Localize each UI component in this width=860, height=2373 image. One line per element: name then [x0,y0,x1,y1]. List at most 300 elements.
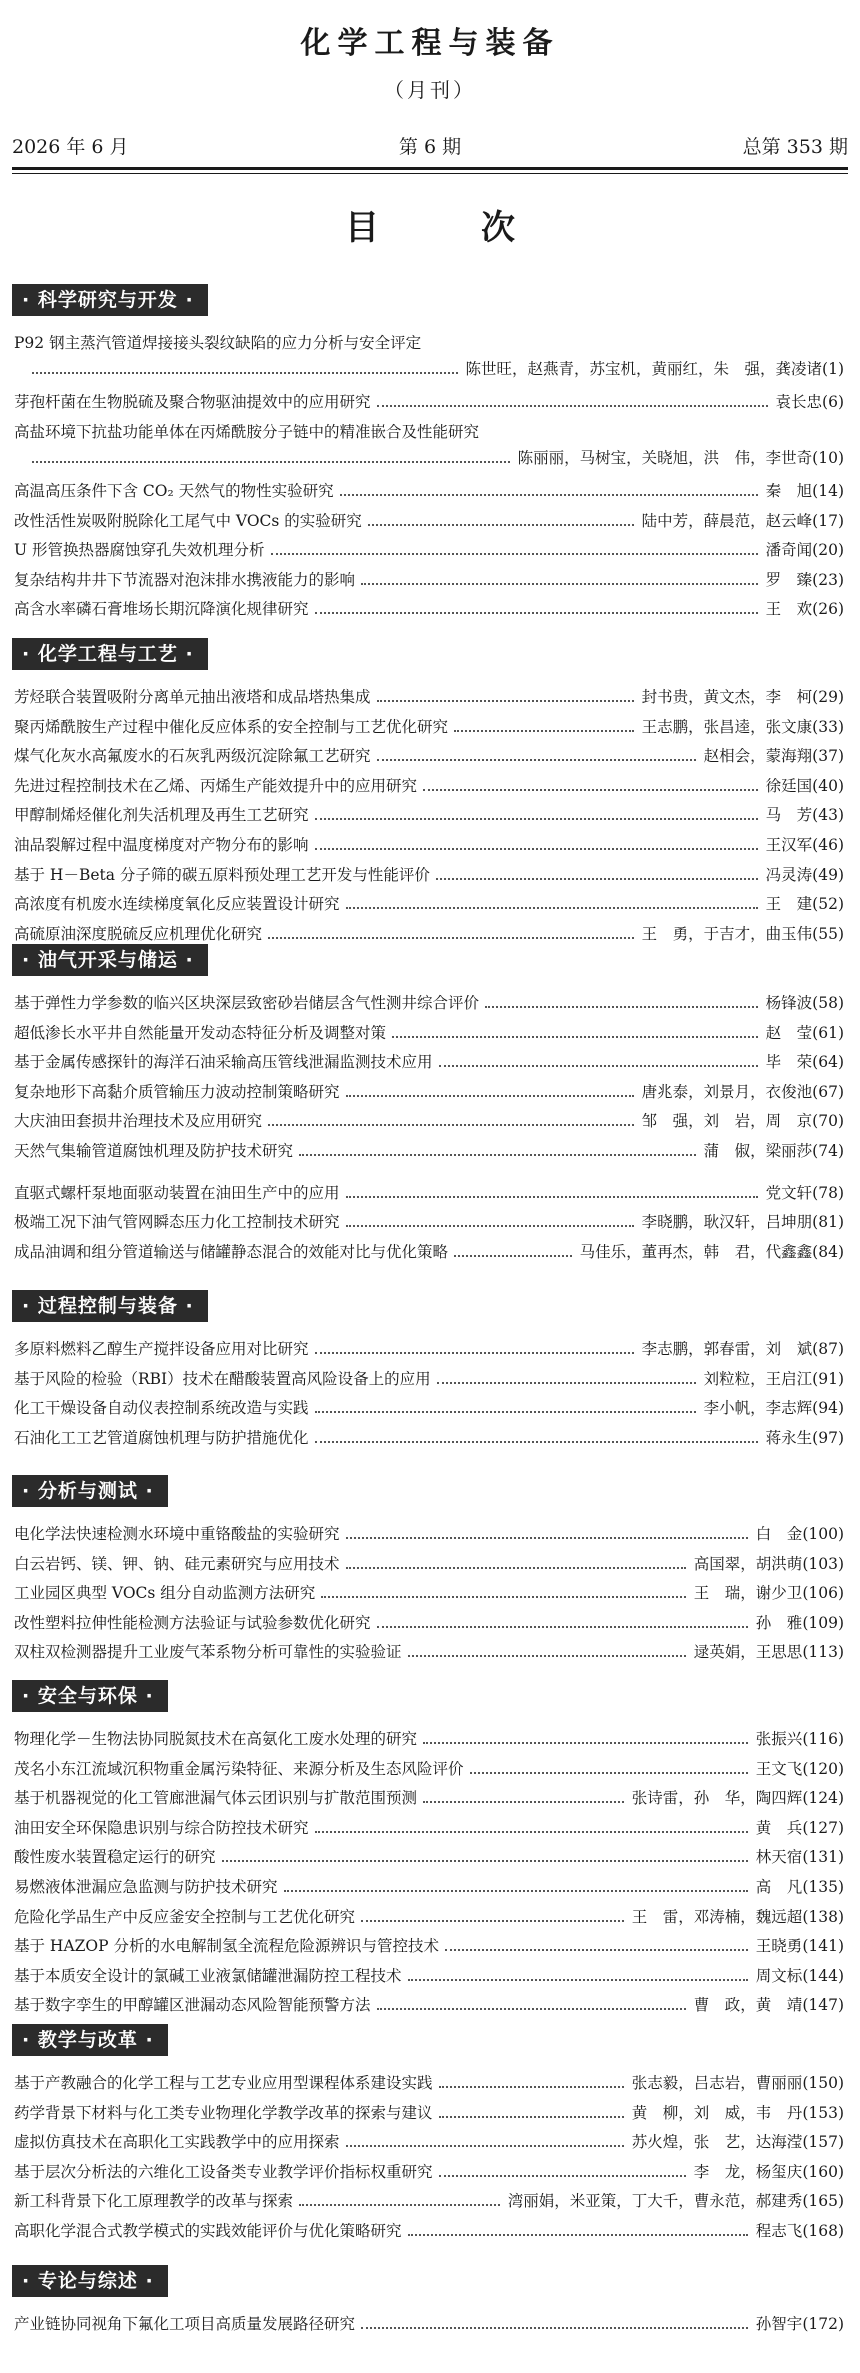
article-title: 基于层次分析法的六维化工设备类专业教学评价指标权重研究 [14,2162,433,2181]
leader-dots [470,1772,748,1774]
toc-entry[interactable] [14,1020,844,1046]
leader-dots [271,553,758,555]
leader-dots [315,1441,758,1443]
article-title: 改性塑料拉伸性能检测方法验证与试验参数优化研究 [14,1613,371,1632]
author-page [690,1580,844,1606]
article-title: 电化学法快速检测水环境中重铬酸盐的实验研究 [14,1525,340,1543]
toc-entry[interactable] [14,1933,844,1959]
author-page [752,1815,844,1841]
article-title: 复杂结构井井下节流器对泡沫排水携液能力的影响 [14,570,356,589]
author-page [638,1336,844,1362]
page-number: (135) [802,1878,844,1896]
page-number: (147) [802,1996,844,2015]
article-authors: 王 勇，于吉才，曲玉伟 [641,924,813,943]
toc-entry[interactable] [14,862,844,888]
author-page [762,802,844,828]
article-authors: 王晓勇 [755,1937,803,1956]
section-header: · 油气开采与储运 · [12,944,208,976]
page-number: (43) [812,806,844,825]
article-authors: 李志鹏，郭春雷，刘 斌 [641,1340,813,1358]
toc-entry[interactable] [14,1138,844,1164]
page-number: (97) [812,1428,844,1447]
author-page [690,1639,844,1665]
toc-entry[interactable] [14,1610,844,1636]
toc-entry[interactable] [14,1815,844,1841]
leader-dots [315,1411,696,1413]
leader-dots [32,461,510,463]
author-page [638,921,844,947]
author-page [752,1521,844,1547]
author-page [576,1239,844,1265]
toc-entry[interactable] [14,1551,844,1577]
page-number: (78) [812,1183,844,1202]
article-title: 高职化学混合式教学模式的实践效能评价与优化策略研究 [14,2222,402,2240]
page-number: (74) [812,1142,844,1160]
article-title: 双柱双检测器提升工业废气苯系物分析可靠性的实验验证 [14,1643,402,1662]
author-page [762,862,844,888]
author-page [752,1756,844,1782]
leader-dots [268,1124,634,1126]
header-rule-thick [12,167,848,170]
toc-entry[interactable] [14,537,844,563]
toc-entry[interactable] [14,1395,844,1421]
leader-dots [436,878,758,880]
leader-dots [377,1626,748,1628]
page-number: (172) [802,2315,844,2333]
article-title: 成品油调和组分管道输送与储罐静态混合的效能对比与优化策略 [14,1242,449,1261]
toc-entry[interactable] [14,1336,844,1362]
author-page [752,1726,844,1752]
article-title: 茂名小东江流域沉积物重金属污染特征、来源分析及生态风险评价 [14,1759,464,1778]
author-page [752,2218,844,2244]
toc-entry[interactable] [14,1366,844,1392]
author-page [628,2129,844,2155]
page-number: (52) [812,895,844,914]
article-authors: 王文飞 [755,1759,803,1778]
leader-dots [368,524,634,526]
article-authors: 王汉军 [765,836,813,854]
article-authors: 陆中芳，薛晨范，赵云峰 [641,511,813,530]
article-title: 极端工况下油气管网瞬态压力化工控制技术研究 [14,1213,340,1232]
author-page [700,1366,844,1392]
page-number: (165) [802,2192,844,2211]
toc-entry[interactable] [14,802,844,828]
author-page [514,445,844,471]
page-number: (81) [812,1213,844,1232]
article-title: 石油化工工艺管道腐蚀机理与防护措施优化 [14,1428,309,1447]
total-issue-number: 总第 353 期 [742,136,848,158]
article-authors: 罗 臻 [765,570,813,589]
page-number: (100) [802,1525,844,1543]
article-title: 多原料燃料乙醇生产搅拌设备应用对比研究 [14,1340,309,1358]
article-title: 物理化学－生物法协同脱氮技术在高氨化工废水处理的研究 [14,1730,418,1748]
article-title: 虚拟仿真技术在高职化工实践教学中的应用探索 [14,2133,340,2152]
article-authors: 徐廷国 [765,776,813,795]
leader-dots [439,2116,624,2118]
article-authors: 冯灵涛 [765,865,813,884]
author-page [762,1020,844,1046]
article-title: 芽孢杆菌在生物脱硫及聚合物驱油提效中的应用研究 [14,393,371,412]
leader-dots [346,1537,748,1539]
article-title: 改性活性炭吸附脱除化工尾气中 VOCs 的实验研究 [14,511,362,530]
leader-dots [439,2175,686,2177]
leader-dots [485,1006,758,1008]
toc-entry[interactable] [14,684,844,710]
article-title: 先进过程控制技术在乙烯、丙烯生产能效提升中的应用研究 [14,776,418,795]
page-number: (124) [802,1789,844,1808]
toc-heading: 目 次 [345,208,549,248]
article-authors: 李晓鹏，耿汉轩，吕坤朋 [641,1213,813,1232]
page-number: (160) [802,2162,844,2181]
author-page [690,1992,844,2018]
article-title: 甲醇制烯烃催化剂失活机理及再生工艺研究 [14,806,309,825]
author-page [504,2188,844,2214]
page-number: (127) [802,1818,844,1837]
article-authors: 封书贵，黄文杰，李 柯 [641,688,813,706]
leader-dots [377,759,696,761]
article-authors: 程志飞 [755,2222,803,2240]
toc-entry[interactable] [14,832,844,858]
author-page [638,1108,844,1134]
article-title: 酸性废水装置稳定运行的研究 [14,1848,216,1867]
article-title: P92 钢主蒸汽管道焊接接头裂纹缺陷的应力分析与安全评定 [14,334,422,352]
author-page [762,1049,844,1075]
leader-dots [361,583,758,585]
leader-dots [377,700,634,702]
article-authors: 王志鹏，张昌逵，张文康 [641,717,813,736]
toc-entry[interactable] [14,2188,844,2214]
article-authors: 高 凡 [755,1878,803,1896]
author-page [762,567,844,593]
toc-entry[interactable] [14,1904,844,1930]
article-authors: 袁长忠 [775,393,823,412]
author-page [752,1874,844,1900]
page-number: (37) [812,747,844,766]
page-number: (67) [812,1082,844,1101]
article-title: 基于数字孪生的甲醇罐区泄漏动态风险智能预警方法 [14,1996,371,2015]
article-title: 煤气化灰水高氟废水的石灰乳两级沉淀除氟工艺研究 [14,747,371,766]
article-authors: 高国翠，胡洪萌 [693,1554,803,1573]
author-page [772,389,844,415]
page-number: (58) [812,994,844,1012]
toc-entry[interactable] [14,1963,844,1989]
toc-entry[interactable] [14,990,844,1016]
toc-entry[interactable] [14,1079,844,1105]
article-authors: 陈丽丽，马树宝，关晓旭，洪 伟，李世奇 [517,448,813,467]
article-authors: 张志毅，吕志岩，曹丽丽 [631,2074,803,2092]
leader-dots [32,372,458,374]
page-number: (49) [812,865,844,884]
article-authors: 张振兴 [755,1730,803,1748]
article-title: 基于 HAZOP 分析的水电解制氢全流程危险源辨识与管控技术 [14,1937,439,1956]
article-title: 易燃液体泄漏应急监测与防护技术研究 [14,1878,278,1896]
page-number: (20) [812,541,844,560]
section-header: · 科学研究与开发 · [12,284,208,316]
page-number: (113) [802,1643,844,1662]
article-authors: 孙智宇 [755,2315,803,2333]
author-page [752,2311,844,2337]
page-number: (106) [802,1584,844,1603]
leader-dots [315,848,758,850]
leader-dots [315,612,758,614]
page-number: (141) [802,1937,844,1956]
article-authors: 孙 雅 [755,1613,803,1632]
article-authors: 唐兆泰，刘景月，衣俊池 [641,1082,813,1101]
page-number: (70) [812,1112,844,1131]
article-authors: 曹 政，黄 靖 [693,1996,803,2015]
leader-dots [445,1949,748,1951]
toc-entry[interactable] [14,1580,844,1606]
article-title: 基于 H－Beta 分子筛的碳五原料预处理工艺开发与性能评价 [14,865,430,884]
leader-dots [423,1742,748,1744]
author-page [752,1933,844,1959]
article-authors: 潘奇闻 [765,541,813,560]
article-title: 白云岩钙、镁、钾、钠、硅元素研究与应用技术 [14,1554,340,1573]
toc-entry[interactable] [14,1049,844,1075]
page-number: (91) [812,1369,844,1388]
toc-entry[interactable] [14,1992,844,2018]
toc-entry[interactable] [14,389,844,415]
author-page [690,1551,844,1577]
toc-entry[interactable] [14,508,844,534]
author-page [762,1180,844,1206]
toc-entry[interactable] [14,891,844,917]
author-page [628,1785,844,1811]
article-title: 高盐环境下抗盐功能单体在丙烯酰胺分子链中的精准嵌合及性能研究 [14,422,480,441]
author-page [628,1904,844,1930]
article-title: 工业园区典型 VOCs 组分自动监测方法研究 [14,1584,316,1603]
article-authors: 苏火煌，张 艺，达海滢 [631,2133,803,2152]
article-authors: 刘粒粒，王启江 [703,1369,813,1388]
page-number: (23) [812,570,844,589]
article-authors: 陈世旺，赵燕青，苏宝机，黄丽红，朱 强，龚凌诸 [465,360,823,378]
leader-dots [346,1196,758,1198]
toc-entry[interactable] [14,419,844,471]
leader-dots [299,2204,500,2206]
leader-dots [315,1352,634,1354]
author-page [638,1079,844,1105]
article-authors: 周文标 [755,1966,803,1985]
article-authors: 白 金 [755,1525,803,1543]
page-number: (46) [812,836,844,854]
author-page [752,1844,844,1870]
article-title: 高硫原油深度脱硫反应机理优化研究 [14,924,263,943]
toc-entry[interactable] [14,1425,844,1451]
section-header: · 专论与综述 · [12,2265,168,2297]
leader-dots [346,1567,686,1569]
article-title: 超低渗长水平井自然能量开发动态特征分析及调整对策 [14,1023,387,1042]
author-page [628,2100,844,2126]
author-page [700,743,844,769]
toc-entry[interactable] [14,567,844,593]
leader-dots [408,1979,748,1981]
leader-dots [437,1382,696,1384]
article-authors: 林天宿 [755,1848,803,1867]
article-title: 化工干燥设备自动仪表控制系统改造与实践 [14,1399,309,1418]
article-title: 基于金属传感探针的海洋石油采输高压管线泄漏监测技术应用 [14,1053,433,1072]
page-number: (1) [822,360,844,378]
article-authors: 黄 柳，刘 威，韦 丹 [631,2103,803,2122]
page-number: (61) [812,1023,844,1042]
author-page [690,2159,844,2185]
toc-entry[interactable] [14,1108,844,1134]
leader-dots [439,2086,624,2088]
article-title: U 形管换热器腐蚀穿孔失效机理分析 [14,541,265,560]
page-number: (153) [802,2103,844,2122]
header-rule-thin [12,173,848,174]
article-authors: 赵 莹 [765,1023,813,1042]
article-title: 基于本质安全设计的氯碱工业液氯储罐泄漏防控工程技术 [14,1966,402,1985]
toc-entry[interactable] [14,1756,844,1782]
page-number: (55) [812,924,844,943]
section-header: · 安全与环保 · [12,1680,168,1712]
page-number: (157) [802,2133,844,2152]
article-authors: 赵相会，蒙海翔 [703,747,813,766]
leader-dots [361,1920,624,1922]
article-authors: 蒋永生 [765,1428,813,1447]
leader-dots [408,2234,748,2236]
article-title: 基于风险的检验（RBI）技术在醋酸装置高风险设备上的应用 [14,1369,431,1388]
toc-entry[interactable] [14,1209,844,1235]
author-page [762,1425,844,1451]
leader-dots [299,1154,696,1156]
toc-entry[interactable] [14,1180,844,1206]
article-title: 复杂地形下高黏介质管输压力波动控制策略研究 [14,1082,340,1101]
article-title: 高含水率磷石膏堆场长期沉降演化规律研究 [14,600,309,619]
leader-dots [361,2327,748,2329]
leader-dots [392,1036,758,1038]
article-authors: 杨锋波 [765,994,813,1012]
toc-entry[interactable] [14,2218,844,2244]
leader-dots [454,730,634,732]
page-number: (87) [812,1340,844,1358]
page-number: (144) [802,1966,844,1985]
toc-entry[interactable] [14,714,844,740]
article-authors: 湾丽娟，米亚策，丁大千，曹永范，郝建秀 [507,2192,803,2211]
author-page [762,990,844,1016]
leader-dots [346,2145,624,2147]
page-number: (120) [802,1759,844,1778]
article-authors: 逯英娟，王思思 [693,1643,803,1662]
article-authors: 党文轩 [765,1183,813,1202]
leader-dots [423,789,758,791]
author-page [762,478,844,504]
author-page [638,714,844,740]
toc-entry[interactable] [14,1639,844,1665]
article-authors: 邹 强，刘 岩，周 京 [641,1112,813,1131]
leader-dots [346,907,758,909]
toc-entry[interactable] [14,2100,844,2126]
toc-entry[interactable] [14,596,844,622]
toc-entry[interactable] [14,743,844,769]
article-title: 基于机器视觉的化工管廊泄漏气体云团识别与扩散范围预测 [14,1789,418,1808]
author-page [752,1963,844,1989]
leader-dots [340,494,758,496]
page-number: (6) [822,393,844,412]
toc-entry[interactable] [14,2311,844,2337]
leader-dots [284,1890,748,1892]
author-page [752,1610,844,1636]
section-header: · 教学与改革 · [12,2024,168,2056]
page-number: (94) [812,1399,844,1418]
page-number: (103) [802,1554,844,1573]
section-header: · 过程控制与装备 · [12,1290,208,1322]
toc-entry[interactable] [14,2070,844,2096]
toc-entry[interactable] [14,2129,844,2155]
article-title: 大庆油田套损井治理技术及应用研究 [14,1112,263,1131]
toc-entry[interactable] [14,330,844,382]
page-number: (29) [812,688,844,706]
toc-entry[interactable] [14,1785,844,1811]
page-number: (64) [812,1053,844,1072]
article-authors: 王 建 [765,895,813,914]
page-number: (84) [812,1242,844,1261]
article-title: 芳烃联合装置吸附分离单元抽出液塔和成品塔热集成 [14,688,371,706]
page-number: (26) [812,600,844,619]
leader-dots [321,1596,686,1598]
toc-entry[interactable] [14,1521,844,1547]
author-page [462,356,844,382]
leader-dots [315,1831,748,1833]
toc-entry[interactable] [14,773,844,799]
toc-entry[interactable] [14,2159,844,2185]
author-page [638,1209,844,1235]
article-title: 直驱式螺杆泵地面驱动装置在油田生产中的应用 [14,1183,340,1202]
article-authors: 秦 旭 [765,482,813,500]
journal-frequency: （月刊） [384,78,476,102]
leader-dots [439,1065,758,1067]
article-authors: 张诗雷，孙 华，陶四辉 [631,1789,803,1808]
toc-entry[interactable] [14,1844,844,1870]
article-authors: 马 芳 [765,806,813,825]
section-header: · 化学工程与工艺 · [12,638,208,670]
page-number: (116) [802,1730,844,1748]
article-title: 天然气集输管道腐蚀机理及防护技术研究 [14,1142,294,1160]
author-page [638,684,844,710]
article-authors: 毕 荣 [765,1053,813,1072]
article-title: 基于产教融合的化学工程与工艺专业应用型课程体系建设实践 [14,2074,433,2092]
leader-dots [346,1225,634,1227]
author-page [762,891,844,917]
leader-dots [222,1860,748,1862]
toc-entry[interactable] [14,921,844,947]
toc-entry[interactable] [14,1726,844,1752]
author-page [700,1395,844,1421]
article-title: 高温高压条件下含 CO₂ 天然气的物性实验研究 [14,482,334,500]
page-number: (150) [802,2074,844,2092]
leader-dots [377,405,768,407]
article-title: 产业链协同视角下氟化工项目高质量发展路径研究 [14,2315,356,2333]
author-page [762,596,844,622]
toc-entry[interactable] [14,1874,844,1900]
section-header: · 分析与测试 · [12,1475,168,1507]
article-title: 油田安全环保隐患识别与综合防控技术研究 [14,1818,309,1837]
page-number: (138) [802,1907,844,1926]
article-authors: 王 欢 [765,600,813,619]
leader-dots [454,1255,572,1257]
article-authors: 王 雷，邓涛楠，魏远超 [631,1907,803,1926]
article-authors: 蒲 俶，梁丽莎 [703,1142,813,1160]
page-number: (131) [802,1848,844,1867]
toc-entry[interactable] [14,1239,844,1265]
issue-number: 第 6 期 [398,136,462,158]
leader-dots [377,2008,686,2010]
toc-entry[interactable] [14,478,844,504]
issue-date: 2026 年 6 月 [12,136,129,158]
leader-dots [408,1655,686,1657]
leader-dots [315,818,758,820]
article-authors: 李 龙，杨玺庆 [693,2162,803,2181]
